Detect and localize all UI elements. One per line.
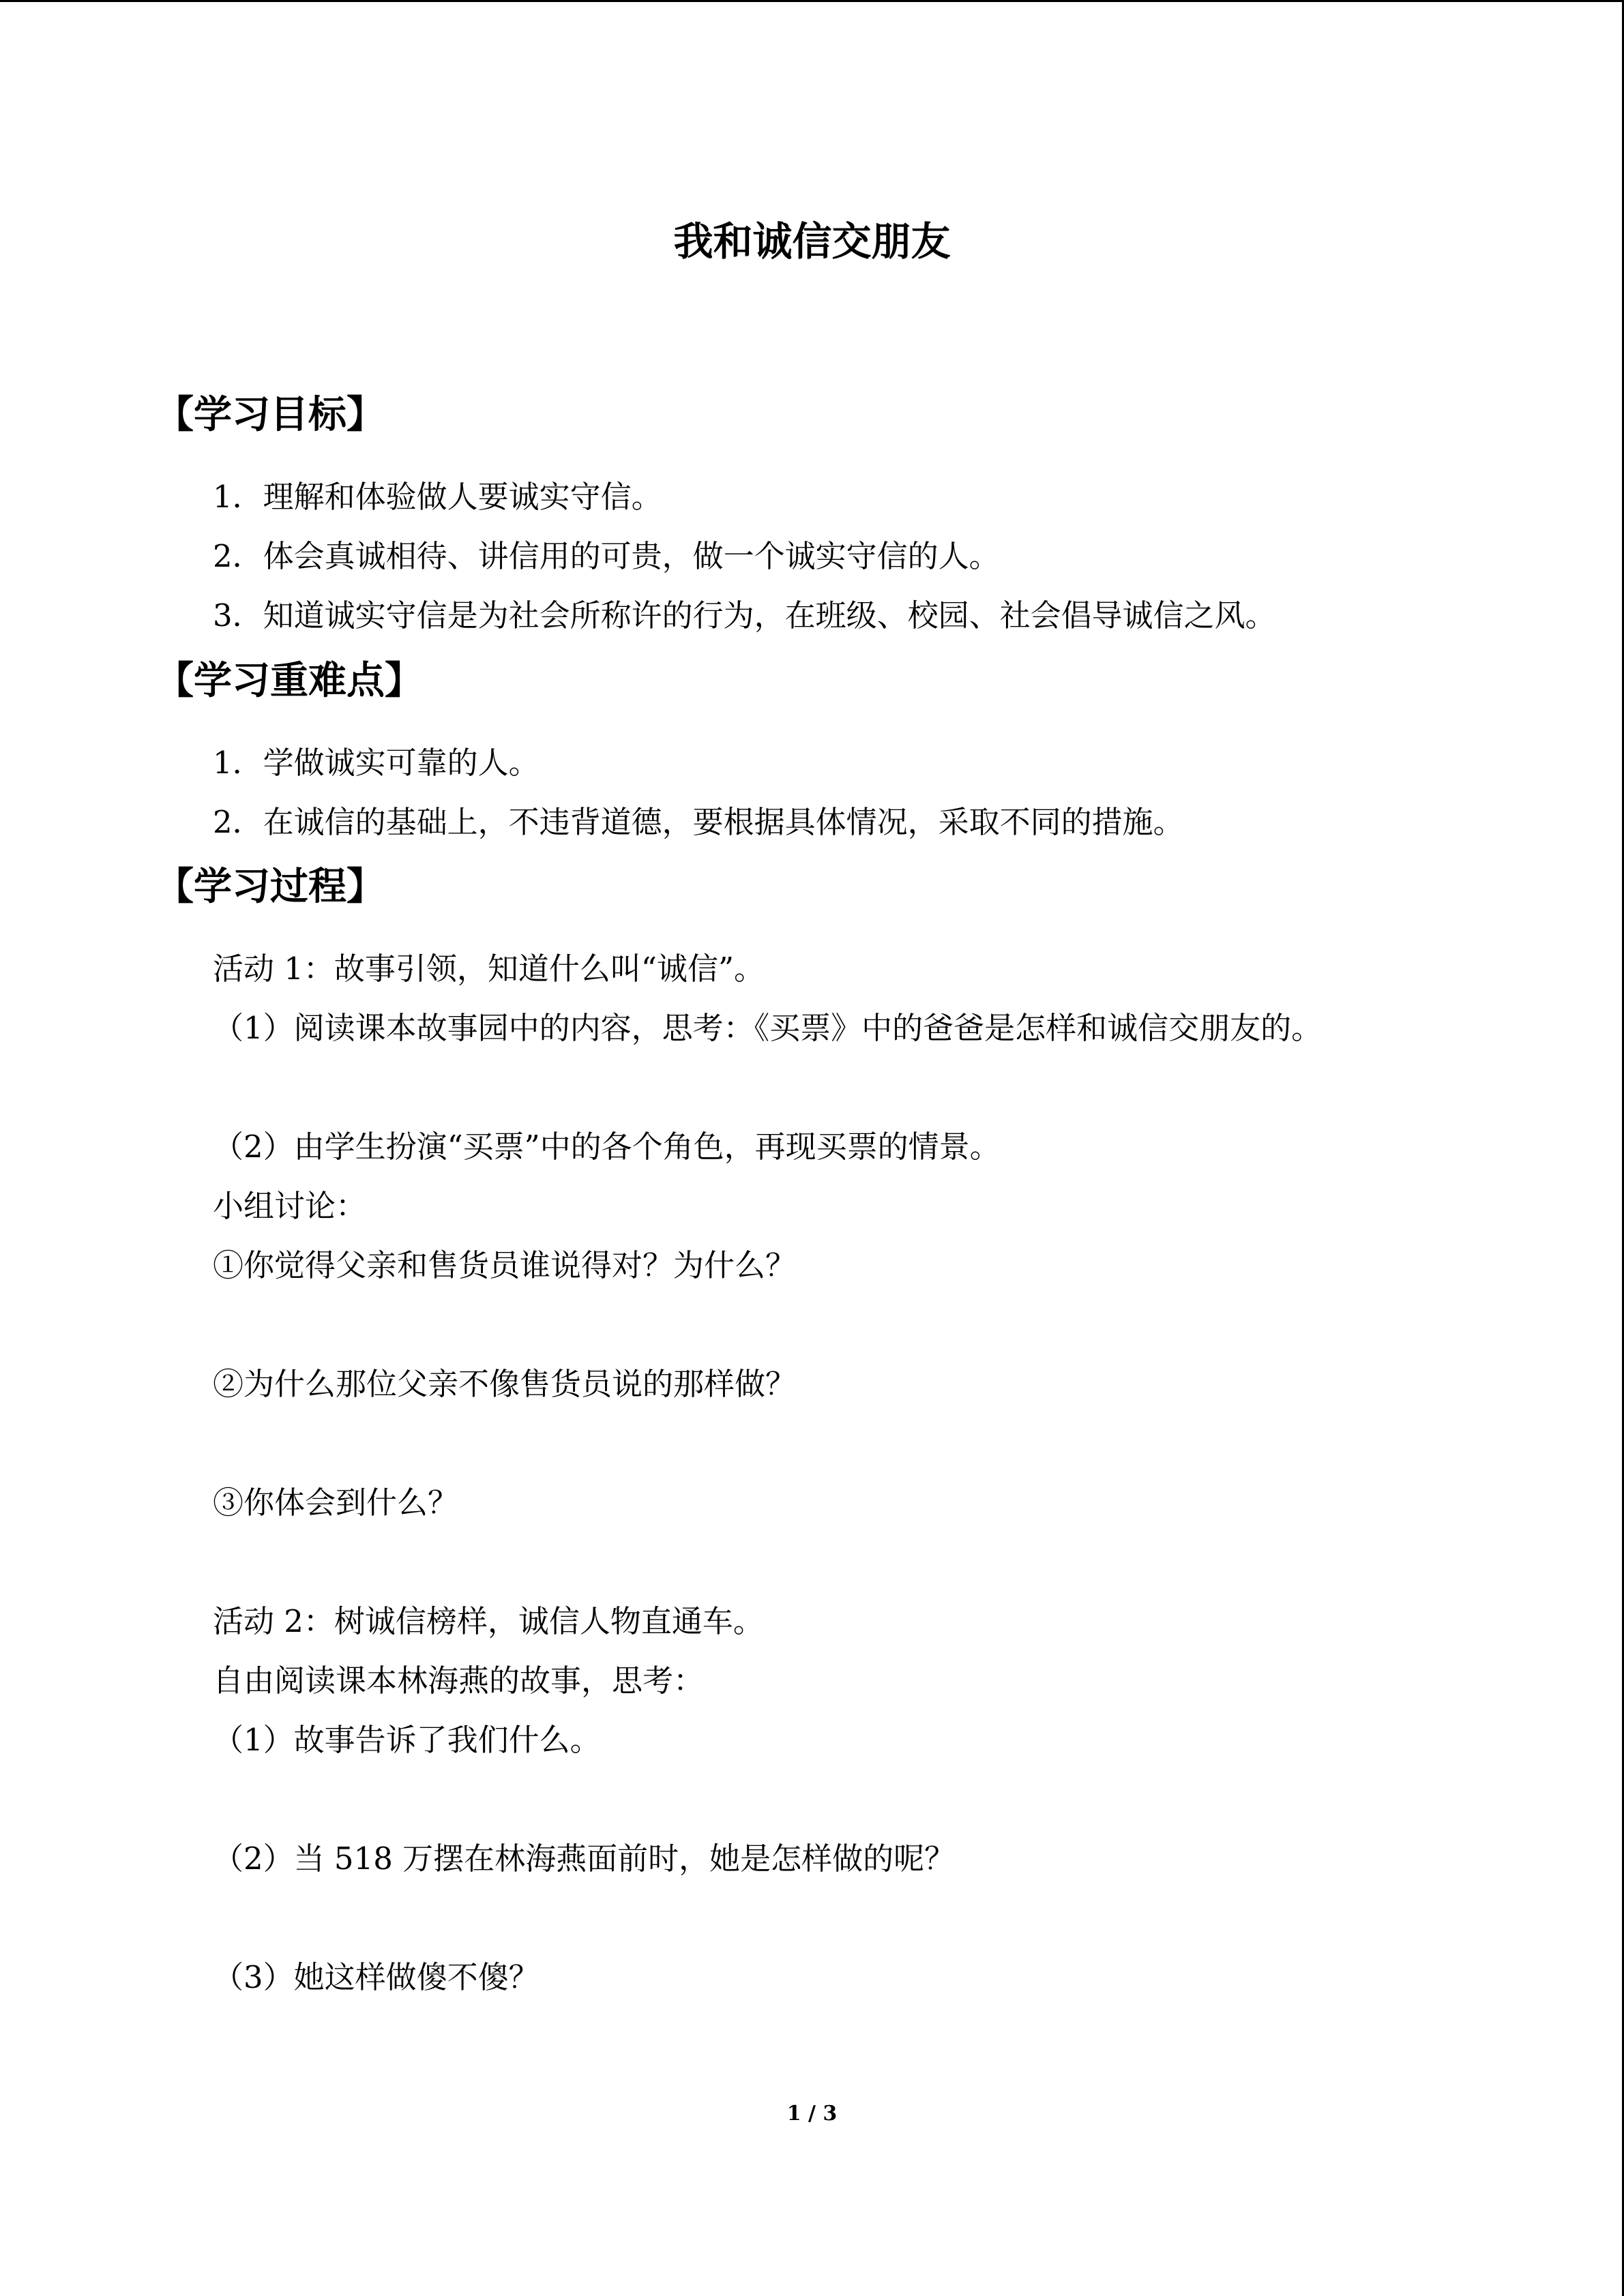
section-heading-key-points: 【学习重难点】 bbox=[156, 658, 423, 703]
activity-2-intro: 自由阅读课本林海燕的故事，思考： bbox=[213, 1663, 705, 1699]
activity-2-question-2: （2）当 518 万摆在林海燕面前时，她是怎样做的呢？ bbox=[213, 1840, 956, 1877]
key-point-item-2: 2．在诚信的基础上，不违背道德，要根据具体情况，采取不同的措施。 bbox=[213, 804, 1184, 840]
activity-2-question-3: （3）她这样做傻不傻？ bbox=[213, 1959, 540, 1995]
key-point-item-1: 1．学做诚实可靠的人。 bbox=[213, 745, 540, 781]
activity-1-title: 活动 1：故事引领，知道什么叫“诚信”。 bbox=[213, 951, 765, 987]
activity-1-question-1: （1）阅读课本故事园中的内容，思考：《买票》中的爸爸是怎样和诚信交朋友的。 bbox=[213, 1010, 1323, 1046]
discussion-question-2: ②为什么那位父亲不像售货员说的那样做？ bbox=[213, 1366, 797, 1402]
activity-2-question-1: （1）故事告诉了我们什么。 bbox=[213, 1722, 601, 1758]
discussion-question-3: ③你体会到什么？ bbox=[213, 1485, 459, 1521]
section-heading-process: 【学习过程】 bbox=[156, 864, 385, 909]
section-heading-objectives: 【学习目标】 bbox=[156, 392, 385, 437]
activity-1-question-2: （2）由学生扮演“买票”中的各个角色，再现买票的情景。 bbox=[213, 1129, 1001, 1165]
document-title: 我和诚信交朋友 bbox=[673, 218, 951, 265]
discussion-question-1: ①你觉得父亲和售货员谁说得对？为什么？ bbox=[213, 1247, 797, 1283]
page-border-top bbox=[0, 0, 1624, 2]
page-number: 1 / 3 bbox=[786, 2102, 838, 2126]
activity-2-title: 活动 2：树诚信榜样，诚信人物直通车。 bbox=[213, 1603, 764, 1639]
group-discussion-label: 小组讨论： bbox=[213, 1188, 367, 1224]
objective-item-2: 2．体会真诚相待、讲信用的可贵，做一个诚实守信的人。 bbox=[213, 538, 1000, 574]
objective-item-1: 1．理解和体验做人要诚实守信。 bbox=[213, 479, 662, 515]
objective-item-3: 3．知道诚实守信是为社会所称许的行为，在班级、校园、社会倡导诚信之风。 bbox=[213, 597, 1276, 633]
